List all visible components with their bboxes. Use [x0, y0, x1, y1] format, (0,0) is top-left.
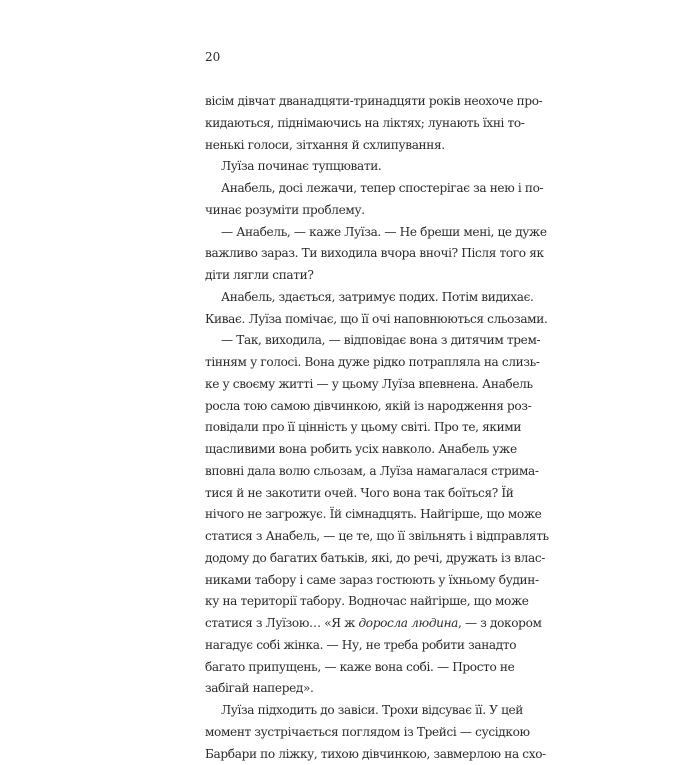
text-line: Анабель, здається, затримує подих. Потім видихає. — [205, 287, 509, 309]
text-line: діти лягли спати? — [205, 265, 509, 287]
text-line: статися з Анабель, — це те, що її звільнять і відправлять — [205, 526, 509, 548]
text-line: кидаються, піднімаючись на ліктях; лунають їхні то- — [205, 113, 509, 135]
text-line: Анабель, досі лежачи, тепер спостерігає за нею і по- — [205, 178, 509, 200]
text-line: ненькі голоси, зітхання й схлипування. — [205, 135, 509, 157]
text-line: ке у своєму житті — у цьому Луїза впевнена. Анабель — [205, 374, 509, 396]
italic-text: доросла людина — [358, 616, 458, 630]
text-line: тінням у голосі. Вона дуже рідко потрапляла на слизь- — [205, 352, 509, 374]
text-line: ку на території табору. Водночас найгірше, що може — [205, 591, 509, 613]
text-line: никами табору і саме зараз гостюють у їхньому будин- — [205, 570, 509, 592]
text-line: Киває. Луїза помічає, що її очі наповнюються сльозами. — [205, 309, 509, 331]
text-line: Барбари по ліжку, тихою дівчинкою, завмерлою на схо- — [205, 744, 509, 765]
page-number: 20 — [205, 50, 220, 64]
text-line: повідали про її цінність у цьому світі. Про те, якими — [205, 417, 509, 439]
text-segment: , — з докором — [458, 616, 542, 630]
text-line: нічого не загрожує. Їй сімнадцять. Найгірше, що може — [205, 504, 509, 526]
text-line: момент зустрічається поглядом із Трейсі — сусідкою — [205, 722, 509, 744]
text-line: вповні дала волю сльозам, а Луїза намагалася стрима- — [205, 461, 509, 483]
text-line: багато припущень, — каже вона собі. — Просто не — [205, 657, 509, 679]
text-line: Луїза починає тупцювати. — [205, 156, 509, 178]
text-line: щасливими вона робить усіх навколо. Анабель уже — [205, 439, 509, 461]
text-line: чинає розуміти проблему. — [205, 200, 509, 222]
body-text — [205, 91, 509, 765]
text-line: додому до багатих батьків, які, до речі, дружать із влас- — [205, 548, 509, 570]
text-line: важливо зараз. Ти виходила вчора вночі? Після того як — [205, 243, 509, 265]
text-line: — Анабель, — каже Луїза. — Не бреши мені, це дуже — [205, 222, 509, 244]
text-segment: статися з Луїзою… «Я ж — [205, 616, 358, 630]
text-line: — Так, виходила, — відповідає вона з дитячим трем- — [205, 330, 509, 352]
text-line: забігай наперед». — [205, 678, 509, 700]
text-line: росла тою самою дівчинкою, якій із народження роз- — [205, 396, 509, 418]
text-line — [205, 613, 509, 635]
text-line: Луїза підходить до завіси. Трохи відсуває її. У цей — [205, 700, 509, 722]
text-line: нагадує собі жінка. — Ну, не треба робити занадто — [205, 635, 509, 657]
text-line: вісім дівчат дванадцяти-тринадцяти років неохоче про- — [205, 91, 509, 113]
text-line: тися й не закотити очей. Чого вона так боїться? Їй — [205, 483, 509, 505]
